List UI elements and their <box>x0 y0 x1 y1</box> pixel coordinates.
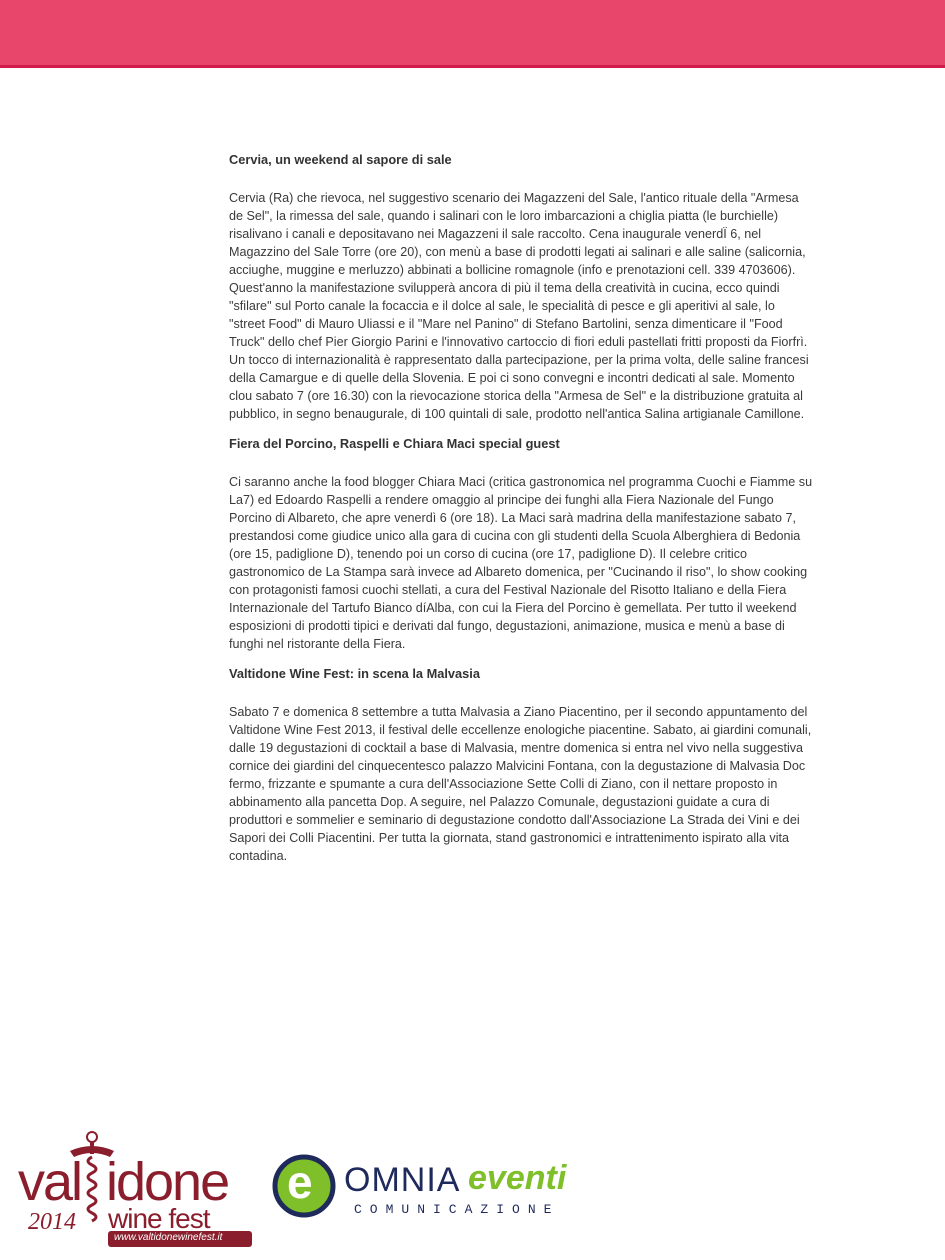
valtidone-word-right: idone <box>106 1152 229 1212</box>
article <box>229 151 813 877</box>
valtidone-year: 2014 <box>28 1209 76 1235</box>
section-valtidone <box>229 665 813 865</box>
omnia-word-accent: eventi <box>468 1159 567 1197</box>
section-title: Cervia, un weekend al sapore di sale <box>229 152 452 167</box>
section-body: Sabato 7 e domenica 8 settembre a tutta Malvasia a Ziano Piacentino, per il secondo appuntamento del Valtidone Wine Fest 2013, il festival delle eccellenze enologiche piacentine. Sabato, ai giardini comunali, dalle 19 degustazioni di cocktail a base di Malvasia, mentre domenica si entra nel vivo nella suggestiva cornice dei giardini del cinquecentesco palazzo Malvicini Fontana, con la degustazione di Malvasia Doc fermo, frizzante e spumante a cura dell'Associazione Sette Colli di Ziano, con il nettare proposto in abbinamento alla pancetta Dop. A seguire, nel Palazzo Comunale, degustazioni guidate a cura di produttori e sommelier e seminario di degustazione condotto dall'Associazione La Strada dei Vini e dei Sapori dei Colli Piacentini. Per tutta la giornata, stand gastronomici e intrattenimento ispirato alla vita contadina. <box>229 705 812 863</box>
section-body: Ci saranno anche la food blogger Chiara Maci (critica gastronomica nel programma Cuochi e Fiamme su La7) ed Edoardo Raspelli a rendere omaggio al principe dei funghi alla Fiera Nazionale del Fungo Porcino di Albareto, che apre venerdì 6 (ore 18). La Maci sarà madrina della manifestazione sabato 7, prestandosi come giudice unico alla gara di cucina con gli studenti della Scuola Alberghiera di Bedonia (ore 15, padiglione D), tenendo poi un corso di cucina (ore 17, padiglione D). Il celebre critico gastronomico de La Stampa sarà invece ad Albareto domenica, per "Cucinando il riso", lo show cooking con protagonisti famosi cuochi stellati, a cura del Festival Nazionale del Risotto Italiano e della Fiera Internazionale del Tartufo Bianco díAlba, con cui la Fiera del Porcino è gemellata. Per tutto il weekend esposizioni di prodotti tipici e derivati dal fungo, degustazioni, animazione, musica e menù a base di funghi nel ristorante della Fiera. <box>229 475 813 651</box>
omnia-tagline: COMUNICAZIONE <box>354 1202 560 1217</box>
header-band <box>0 0 945 68</box>
omnia-eventi-logo <box>272 1150 572 1230</box>
omnia-word-main: OMNIA <box>344 1161 461 1199</box>
valtidone-logo <box>14 1127 254 1247</box>
section-porcino <box>229 435 813 653</box>
omnia-letter: e <box>287 1156 313 1208</box>
valtidone-subtitle: wine fest <box>108 1203 210 1234</box>
valtidone-word-left: val <box>18 1152 82 1212</box>
section-title: Valtidone Wine Fest: in scena la Malvasia <box>229 666 480 681</box>
section-body: Cervia (Ra) che rievoca, nel suggestivo scenario dei Magazzeni del Sale, l'antico rituale della "Armesa de Sel", la rimessa del sale, quando i salinari con le loro imbarcazioni a chiglia piatta (le burchielle) risalivano i canali e depositavano nei Magazzeni il sale raccolto. Cena inaugurale venerdÏ 6, nel Magazzino del Sale Torre (ore 20), con menù a base di prodotti legati ai salinari e alle saline (salicornia, acciughe, muggine e merluzzo) abbinati a bollicine romagnole (info e prenotazioni cell. 339 4703606). Quest'anno la manifestazione svilupperà ancora di più il tema della creatività in cucina, ecco quindi "sfilare" sul Porto canale la focaccia e il dolce al sale, le specialità di pesce e gli aperitivi al sale, lo "street Food" di Mauro Uliassi e il "Mare nel Panino" di Stefano Bartolini, senza dimenticare il "Food Truck" dello chef Pier Giorgio Parini e l'innovativo cartoccio di fiori eduli pastellati fritti proposti da Fiorfrì. Un tocco di internazionalità è rappresentato dalla partecipazione, per la prima volta, delle saline francesi della Camargue e di quelle della Slovenia. E poi ci sono convegni e incontri dedicati al sale. Momento clou sabato 7 (ore 16.30) con la rievocazione storica della "Armesa de Sel" e la distribuzione gratuita al pubblico, in segno benaugurale, di 100 quintali di sale, prodotto nell'antica Salina artigianale Camillone. <box>229 191 809 421</box>
section-title: Fiera del Porcino, Raspelli e Chiara Maci special guest <box>229 436 560 451</box>
valtidone-url: www.valtidonewinefest.it <box>114 1232 223 1243</box>
section-cervia <box>229 151 813 423</box>
